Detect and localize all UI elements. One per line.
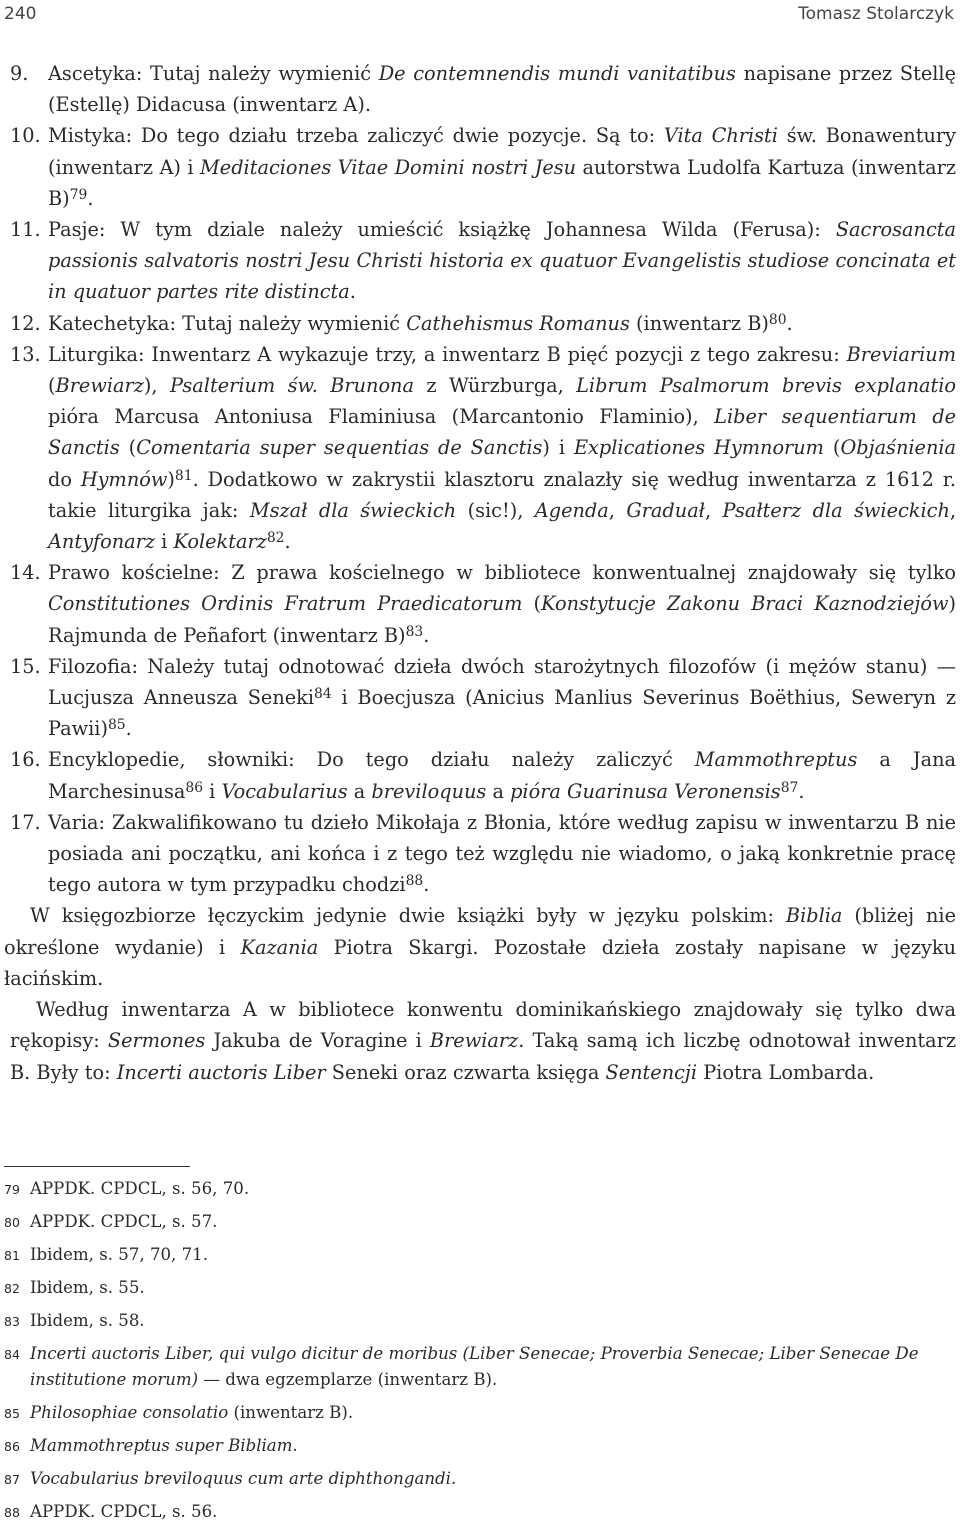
list-item-text: Prawo kościelne: Z prawa kościelnego w bibliotece konwentualnej znajdowały się tylko Constitutiones Ordinis Fratrum Praedicatorum (Konstytucje Zakonu Braci Kaznodziejów) Rajmunda de Peñafort (inwentarz B)$^{83}$. xyxy=(48,561,957,647)
footnote xyxy=(4,1466,954,1492)
list-item-number: 16. xyxy=(10,748,41,772)
list-item-text: Encyklopedie, słowniki: Do tego działu należy zaliczyć Mammothreptus a Jana Marchesinusa$^{86}$ i Vocabularius a breviloquus a pióra Guarinusa Veronensis$^{87}$. xyxy=(48,748,956,803)
list-item xyxy=(10,58,956,120)
running-head-author: Tomasz Stolarczyk xyxy=(798,4,954,24)
page-number: 240 xyxy=(4,4,37,24)
footnote xyxy=(4,1341,954,1393)
footnote-text: APPDK. CPDCL, s. 56. xyxy=(30,1502,218,1521)
body-paragraphs xyxy=(4,900,956,1087)
footnote-text: Ibidem, s. 58. xyxy=(30,1311,145,1330)
footnote-text: Philosophiae consolatio (inwentarz B). xyxy=(30,1403,354,1422)
footnote-number: 79 xyxy=(4,1182,20,1197)
footnote xyxy=(4,1499,954,1525)
list-item xyxy=(10,557,956,651)
list-item-number: 11. xyxy=(10,218,41,242)
footnote-number: 87 xyxy=(4,1472,20,1487)
enumerated-list xyxy=(10,58,956,900)
list-item-number: 17. xyxy=(10,810,41,834)
footnotes xyxy=(4,1176,954,1532)
list-item xyxy=(10,308,956,339)
list-item xyxy=(10,214,956,308)
footnote xyxy=(4,1209,954,1235)
list-item-text: Filozofia: Należy tutaj odnotować dzieła dwóch starożytnych filozofów (i mężów stanu) — Lucjusza Anneusza Seneki$^{84}$ i Boecjusza (Anicius Manlius Severinus Boëthius, Seweryn z Pawii)$^{85}$. xyxy=(48,654,956,741)
footnote-text: Ibidem, s. 57, 70, 71. xyxy=(30,1245,208,1264)
main-text xyxy=(4,58,957,1088)
footnote xyxy=(4,1433,954,1459)
footnote-number: 81 xyxy=(4,1248,20,1263)
footnote xyxy=(4,1275,954,1301)
list-item-number: 9. xyxy=(10,62,29,85)
list-item-text: Liturgika: Inwentarz A wykazuje trzy, a inwentarz B pięć pozycji z tego zakresu: Breviarium (Brewiarz), Psalterium św. Brunona z Würzburga, Librum Psalmorum brevis explanatio pióra Marcusa Antoniusa Flaminiusa (Marcantonio Flaminio), Liber sequentiarum de Sanctis (Comentaria super sequentias de Sanctis) i Explicationes Hymnorum (Objaśnienia do Hymnów)$^{81}$. Dodatkowo w zakrystii klasztoru znalazły się według inwentarza z 1612 r. takie liturgika jak: Mszał dla świeckich (sic!), Agenda, Graduał, Psałterz dla świeckich, Antyfonarz i Kolektarz$^{82}$. xyxy=(48,342,957,554)
list-item-text: Ascetyka: Tutaj należy wymienić De contemnendis mundi vanitatibus napisane przez Stellę (Estellę) Didacusa (inwentarz A). xyxy=(48,62,956,117)
footnote xyxy=(4,1242,954,1268)
list-item xyxy=(10,807,956,901)
list-item-number: 15. xyxy=(10,654,41,678)
footnote-number: 80 xyxy=(4,1215,20,1230)
list-item-number: 12. xyxy=(10,311,41,335)
list-item xyxy=(10,651,956,745)
footnote-number: 86 xyxy=(4,1439,20,1454)
list-item-text: Mistyka: Do tego działu trzeba zaliczyć dwie pozycje. Są to: Vita Christi św. Bonawentury (inwentarz A) i Meditaciones Vitae Domini nostri Jesu autorstwa Ludolfa Kartuza (inwentarz B)$^{79}$. xyxy=(48,124,957,210)
footnote-text: Incerti auctoris Liber, qui vulgo dicitur de moribus (Liber Senecae; Proverbia Senecae; Liber Senecae De institutione morum) — dwa egzemplarze (inwentarz B). xyxy=(30,1344,919,1389)
footnote-number: 85 xyxy=(4,1406,20,1421)
paragraph: W księgozbiorze łęczyckim jedynie dwie książki były w języku polskim: Biblia (bliżej nie określone wydanie) i Kazania Piotra Skargi. Pozostałe dzieła zostały napisane w języku łacińskim. xyxy=(4,904,956,990)
footnote-separator xyxy=(4,1166,190,1167)
list-item-number: 10. xyxy=(10,124,41,148)
footnote-text: APPDK. CPDCL, s. 57. xyxy=(30,1212,218,1231)
footnote xyxy=(4,1308,954,1334)
list-item xyxy=(10,339,956,557)
footnote-number: 83 xyxy=(4,1314,20,1329)
paragraph: Według inwentarza A w bibliotece konwentu dominikańskiego znajdowały się tylko dwa rękopisy: Sermones Jakuba de Voragine i Brewiarz. Taką samą ich liczbę odnotował inwentarz B. Były to: Incerti auctoris Liber Seneki oraz czwarta księga Sentencji Piotra Lombarda. xyxy=(10,998,956,1084)
list-item-number: 13. xyxy=(10,342,41,366)
footnote xyxy=(4,1400,954,1426)
footnote-number: 84 xyxy=(4,1347,20,1362)
list-item-text: Katechetyka: Tutaj należy wymienić Cathehismus Romanus (inwentarz B)$^{80}$. xyxy=(48,311,793,335)
footnote-text: Ibidem, s. 55. xyxy=(30,1278,145,1297)
page-header xyxy=(4,4,954,26)
footnote-number: 88 xyxy=(4,1505,20,1520)
footnote-number: 82 xyxy=(4,1281,20,1296)
footnote-text: Vocabularius breviloquus cum arte diphthongandi. xyxy=(30,1469,457,1488)
footnote-text: Mammothreptus super Bibliam. xyxy=(30,1436,298,1455)
list-item-text: Pasje: W tym dziale należy umieścić książkę Johannesa Wilda (Ferusa): Sacrosancta passionis salvatoris nostri Jesu Christi historia ex quatuor Evangelistis studiose concinata et in quatuor partes rite distincta. xyxy=(48,218,956,304)
list-item-text: Varia: Zakwalifikowano tu dzieło Mikołaja z Błonia, które według zapisu w inwentarzu B nie posiada ani początku, ani końca i z tego też względu nie wiadomo, o jaką konkretnie pracę tego autora w tym przypadku chodzi$^{88}$. xyxy=(48,810,956,897)
footnote xyxy=(4,1176,954,1202)
list-item-number: 14. xyxy=(10,561,41,585)
footnote-text: APPDK. CPDCL, s. 56, 70. xyxy=(30,1179,250,1198)
list-item xyxy=(10,120,956,214)
list-item xyxy=(10,744,956,806)
